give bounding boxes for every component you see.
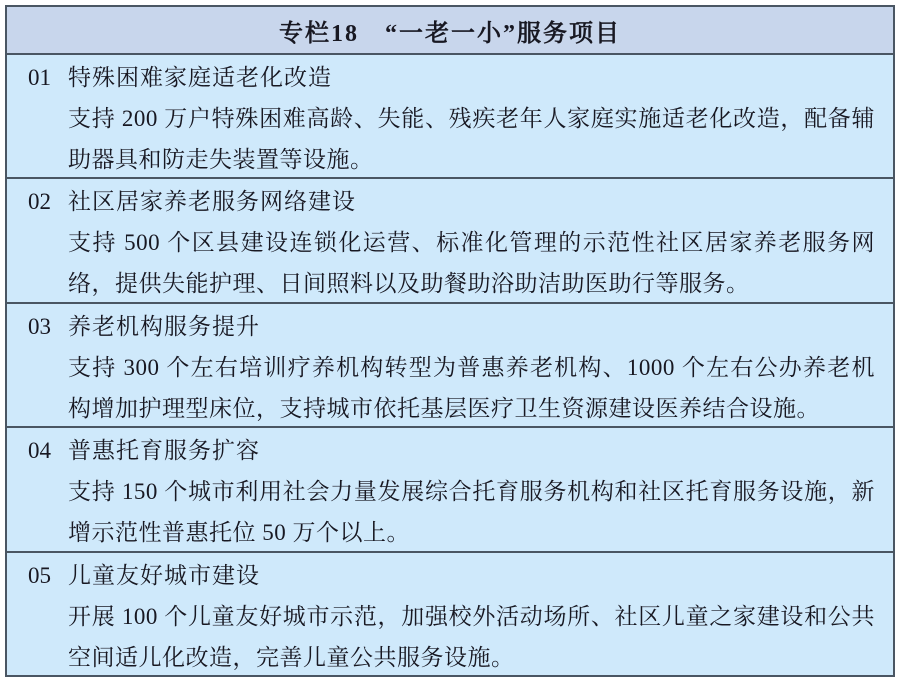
item-title: 特殊困难家庭适老化改造 — [68, 65, 332, 90]
service-item-row-03 — [7, 304, 893, 428]
item-description: 支持 150 个城市利用社会力量发展综合托育服务机构和社区托育服务设施，新增示范性普惠托位 50 万个以上。 — [68, 479, 875, 546]
item-head — [28, 307, 875, 347]
service-item-row-04 — [7, 428, 893, 552]
service-item-row-05 — [7, 553, 893, 675]
panel-title: 专栏18 “一老一小”服务项目 — [279, 20, 621, 47]
item-head — [28, 58, 875, 98]
item-title: 普惠托育服务扩容 — [68, 438, 260, 464]
item-description: 支持 300 个左右培训疗养机构转型为普惠养老机构、1000 个左右公办养老机构增加护理型床位，支持城市依托基层医疗卫生资源建设医养结合设施。 — [68, 354, 875, 421]
item-description: 开展 100 个儿童友好城市示范，加强校外活动场所、社区儿童之家建设和公共空间适儿化改造，完善儿童公共服务设施。 — [68, 603, 875, 670]
item-number: 03 — [28, 313, 51, 339]
item-number: 01 — [28, 65, 51, 90]
column-box-panel — [5, 5, 895, 677]
item-head — [28, 556, 875, 596]
service-item-row-02 — [7, 179, 893, 303]
item-title: 养老机构服务提升 — [68, 313, 260, 339]
service-item-row-01 — [7, 55, 893, 179]
item-description: 支持 200 万户特殊困难高龄、失能、残疾老年人家庭实施适老化改造，配备辅助器具和防走失装置等设施。 — [68, 106, 875, 172]
item-number: 04 — [28, 438, 51, 464]
panel-header — [7, 7, 893, 55]
item-title: 社区居家养老服务网络建设 — [68, 189, 356, 215]
item-number: 02 — [28, 189, 51, 215]
item-title: 儿童友好城市建设 — [68, 562, 260, 588]
item-head — [28, 431, 875, 471]
item-description: 支持 500 个区县建设连锁化运营、标准化管理的示范性社区居家养老服务网络，提供失能护理、日间照料以及助餐助浴助洁助医助行等服务。 — [68, 230, 875, 297]
item-head — [28, 182, 875, 222]
item-number: 05 — [28, 562, 51, 588]
